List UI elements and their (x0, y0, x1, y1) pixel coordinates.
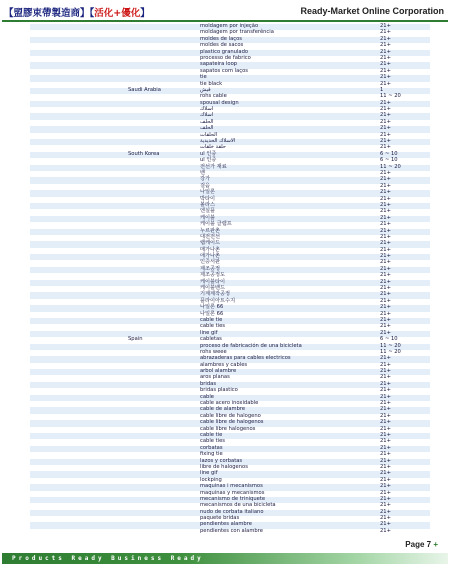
keyword-cell: 박타이 (200, 195, 216, 202)
keyword-cell: pendientes con alambre (200, 527, 263, 534)
rank-cell: 21+ (380, 285, 391, 292)
rank-cell: 21+ (380, 297, 391, 304)
keyword-cell: 나일론 66 (200, 304, 224, 311)
rank-cell: 21+ (380, 355, 391, 362)
rank-cell: 21+ (380, 208, 391, 215)
keyword-cell: spousal design (200, 99, 239, 106)
keyword-cell: 매가나촌 (200, 246, 221, 253)
rank-cell: 11 ~ 20 (380, 342, 401, 349)
rank-cell: 21+ (380, 214, 391, 221)
keyword-cell: lazos y corbatas (200, 457, 243, 464)
keyword-cell: 케이블 클램프 (200, 221, 232, 228)
keyword-cell: ul 인증 (200, 150, 217, 157)
keyword-cell: 케이블밴드 (200, 285, 226, 292)
keyword-cell: maquinas y mecanismos (200, 489, 265, 496)
rank-cell: 21+ (380, 80, 391, 87)
keyword-cell: cable ties (200, 323, 225, 330)
rank-cell: 21+ (380, 169, 391, 176)
keyword-cell: cable (200, 393, 214, 400)
rank-cell: 21+ (380, 457, 391, 464)
keyword-cell: paquete bridas (200, 515, 240, 522)
rank-cell: 21+ (380, 361, 391, 368)
table-row (30, 529, 430, 535)
next-page-arrow-icon: + (433, 540, 438, 549)
rank-cell: 21+ (380, 54, 391, 61)
tagline-cn: 活化+優化 (94, 8, 141, 19)
keyword-cell: 인증서판 (200, 259, 221, 266)
keyword-cell: 누르판촌 (200, 227, 221, 234)
rank-cell: 21+ (380, 233, 391, 240)
rank-cell: 21+ (380, 176, 391, 183)
rank-cell: 21+ (380, 240, 391, 247)
keyword-cell: corbatas (200, 444, 223, 451)
keyword-cell: sapateira loop (200, 61, 238, 68)
rank-cell: 21+ (380, 291, 391, 298)
rank-cell: 6 ~ 10 (380, 336, 398, 343)
rank-cell: 21+ (380, 125, 391, 132)
rank-cell: 21+ (380, 259, 391, 266)
rank-cell: 6 ~ 10 (380, 157, 398, 164)
rank-cell: 21+ (380, 265, 391, 272)
rank-cell: 21+ (380, 419, 391, 426)
keyword-cell: cable ties (200, 438, 225, 445)
keyword-cell: cable tie (200, 316, 223, 323)
rank-cell: 21+ (380, 272, 391, 279)
page-label: Page 7 (405, 540, 432, 549)
rank-cell: 21+ (380, 310, 391, 317)
rank-cell: 21+ (380, 227, 391, 234)
rank-cell: 21+ (380, 195, 391, 202)
rank-cell: 21+ (380, 144, 391, 151)
page-header (0, 0, 450, 24)
keyword-cell: 걸음 (200, 182, 211, 189)
keyword-cell: 강가 (200, 176, 211, 183)
rank-cell: 21+ (380, 502, 391, 509)
rank-cell: 21+ (380, 67, 391, 74)
keyword-cell: pendientes alambre (200, 521, 252, 528)
rank-cell: 21+ (380, 489, 391, 496)
page-number (405, 540, 438, 549)
rank-cell: 21+ (380, 470, 391, 477)
rank-cell: 21+ (380, 515, 391, 522)
rank-cell: 6 ~ 10 (380, 150, 398, 157)
rank-cell: 21+ (380, 35, 391, 42)
keyword-cell: 나일론 (200, 189, 216, 196)
keyword-cell: قيش (200, 86, 211, 93)
rank-cell: 21+ (380, 387, 391, 394)
keyword-cell: plastico granulado (200, 48, 249, 55)
rank-cell: 21+ (380, 253, 391, 260)
keyword-cell: mecanismo de triniquete (200, 495, 266, 502)
keyword-cell: alambres y cables (200, 361, 248, 368)
keyword-cell: 볼라스 (200, 201, 216, 208)
rank-cell: 21+ (380, 106, 391, 113)
keyword-cell: 밴 (200, 169, 206, 176)
keyword-cell: 제조공정 (200, 265, 221, 272)
rank-cell: 21+ (380, 463, 391, 470)
rank-cell: 21+ (380, 304, 391, 311)
keyword-cell: processo de fabrico (200, 54, 251, 61)
company-name: 盟膠束帶製造商 (13, 8, 81, 19)
keyword-cell: mecanismos de una bicicleta (200, 502, 276, 509)
rank-cell: 21+ (380, 483, 391, 490)
rank-cell: 21+ (380, 380, 391, 387)
keyword-cell: moldes de laços (200, 35, 242, 42)
rank-cell: 21+ (380, 23, 391, 29)
footer-tagline: Products Ready Business Ready (12, 555, 204, 562)
keyword-cell: 케이블 (200, 214, 216, 221)
rank-cell: 21+ (380, 246, 391, 253)
rank-cell: 21+ (380, 425, 391, 432)
keyword-cell: 플라이아트수지 (200, 297, 236, 304)
keyword-cell: bridas (200, 380, 217, 387)
rank-cell: 21+ (380, 393, 391, 400)
keyword-cell: aros planas (200, 374, 230, 381)
country-cell: South Korea (128, 150, 160, 157)
footer-banner (2, 553, 448, 564)
rank-cell: 21+ (380, 138, 391, 145)
rank-cell: 21+ (380, 61, 391, 68)
rank-cell: 21+ (380, 451, 391, 458)
keyword-cell: الاسلاك الحديدية (200, 138, 236, 145)
keyword-cell: line gif (200, 470, 218, 477)
keyword-ranking-table (30, 24, 430, 535)
keyword-cell: rohs cable (200, 93, 227, 100)
keyword-cell: cable tie (200, 432, 223, 438)
keyword-cell: line gif (200, 329, 218, 336)
keyword-cell: rohs weee (200, 348, 227, 355)
keyword-cell: cable libre de halogenos (200, 419, 264, 426)
company-title (4, 5, 150, 19)
rank-cell: 21+ (380, 316, 391, 323)
keyword-cell: cable acero inoxidable (200, 400, 259, 407)
keyword-cell: tie black (200, 80, 223, 87)
rank-cell: 21+ (380, 521, 391, 528)
rank-cell: 11 ~ 20 (380, 348, 401, 355)
keyword-cell: cabletas (200, 336, 222, 343)
country-cell: Spain (128, 336, 143, 343)
rank-cell: 21+ (380, 368, 391, 375)
keyword-cell: cable de alambre (200, 406, 246, 413)
rank-cell: 21+ (380, 278, 391, 285)
publisher-name: Ready-Market Online Corporation (300, 6, 444, 16)
rank-cell: 21+ (380, 323, 391, 330)
rank-cell: 21+ (380, 476, 391, 483)
keyword-cell: tie (200, 74, 207, 81)
rank-cell: 21+ (380, 42, 391, 49)
keyword-cell: 대전전선 (200, 233, 221, 240)
rank-cell: 21+ (380, 189, 391, 196)
bracket-mid: 】【 (80, 8, 95, 19)
bracket-close: 】 (140, 8, 150, 19)
keyword-cell: lockping (200, 476, 222, 483)
rank-cell: 21+ (380, 406, 391, 413)
keyword-cell: الحلقات (200, 131, 218, 138)
rank-cell: 21+ (380, 495, 391, 502)
keyword-cell: 제조공정도 (200, 272, 226, 279)
keyword-cell: moldagem por injeção (200, 23, 259, 29)
keyword-cell: الحلف (200, 118, 214, 125)
rank-cell: 21+ (380, 29, 391, 36)
keyword-cell: fixing tie (200, 451, 223, 458)
keyword-cell: abrazaderas para cables electricos (200, 355, 291, 362)
keyword-cell: arbol alambre (200, 368, 237, 375)
rank-cell: 21+ (380, 221, 391, 228)
rank-cell: 21+ (380, 48, 391, 55)
rank-cell: 21+ (380, 527, 391, 534)
rank-cell: 21+ (380, 201, 391, 208)
keyword-cell: sapatos com laços (200, 67, 248, 74)
rank-cell: 21+ (380, 182, 391, 189)
keyword-cell: 기계제작공정 (200, 291, 231, 298)
rank-cell: 11 ~ 20 (380, 93, 401, 100)
country-cell: Saudi Arabia (128, 86, 161, 93)
rank-cell: 21+ (380, 74, 391, 81)
keyword-cell: moldes de sacos (200, 42, 244, 49)
rank-cell: 21+ (380, 99, 391, 106)
rank-cell: 21+ (380, 400, 391, 407)
keyword-cell: cable libre de halogeno (200, 412, 261, 419)
rank-cell: 21+ (380, 432, 391, 438)
keyword-cell: nudo de corbata italiano (200, 508, 264, 515)
keyword-cell: ul 인증 (200, 157, 217, 164)
keyword-cell: الحلف (200, 125, 214, 132)
rank-cell: 21+ (380, 131, 391, 138)
keyword-cell: حلقة خلقات (200, 144, 226, 151)
keyword-cell: libre de halogenos (200, 463, 248, 470)
keyword-cell: maquinas i mecanismos (200, 483, 263, 490)
rank-cell: 21+ (380, 508, 391, 515)
header-divider (2, 20, 448, 22)
keyword-cell: اسلاك (200, 106, 214, 113)
keyword-cell: 전선가 재료 (200, 163, 227, 170)
keyword-cell: proceso de fabricación de una bicicleta (200, 342, 302, 349)
keyword-cell: 애가나촌 (200, 253, 221, 260)
rank-cell: 21+ (380, 438, 391, 445)
keyword-cell: 나일론 66 (200, 310, 224, 317)
rank-cell: 21+ (380, 112, 391, 119)
keyword-cell: bridas plastico (200, 387, 238, 394)
rank-cell: 21+ (380, 444, 391, 451)
bracket-open: 【 (4, 8, 14, 19)
rank-cell: 21+ (380, 412, 391, 419)
rank-cell: 21+ (380, 329, 391, 336)
rank-cell: 11 ~ 20 (380, 163, 401, 170)
rank-cell: 1 (380, 86, 384, 93)
rank-cell: 21+ (380, 118, 391, 125)
keyword-cell: 케이블타이 (200, 278, 226, 285)
rank-cell: 21+ (380, 374, 391, 381)
keyword-cell: moldagem por transferência (200, 29, 274, 36)
keyword-cell: cable libre halogenos (200, 425, 256, 432)
keyword-cell: اسلاك (200, 112, 214, 119)
keyword-cell: 엔실플 (200, 208, 216, 215)
keyword-cell: 랩케이드 (200, 240, 221, 247)
